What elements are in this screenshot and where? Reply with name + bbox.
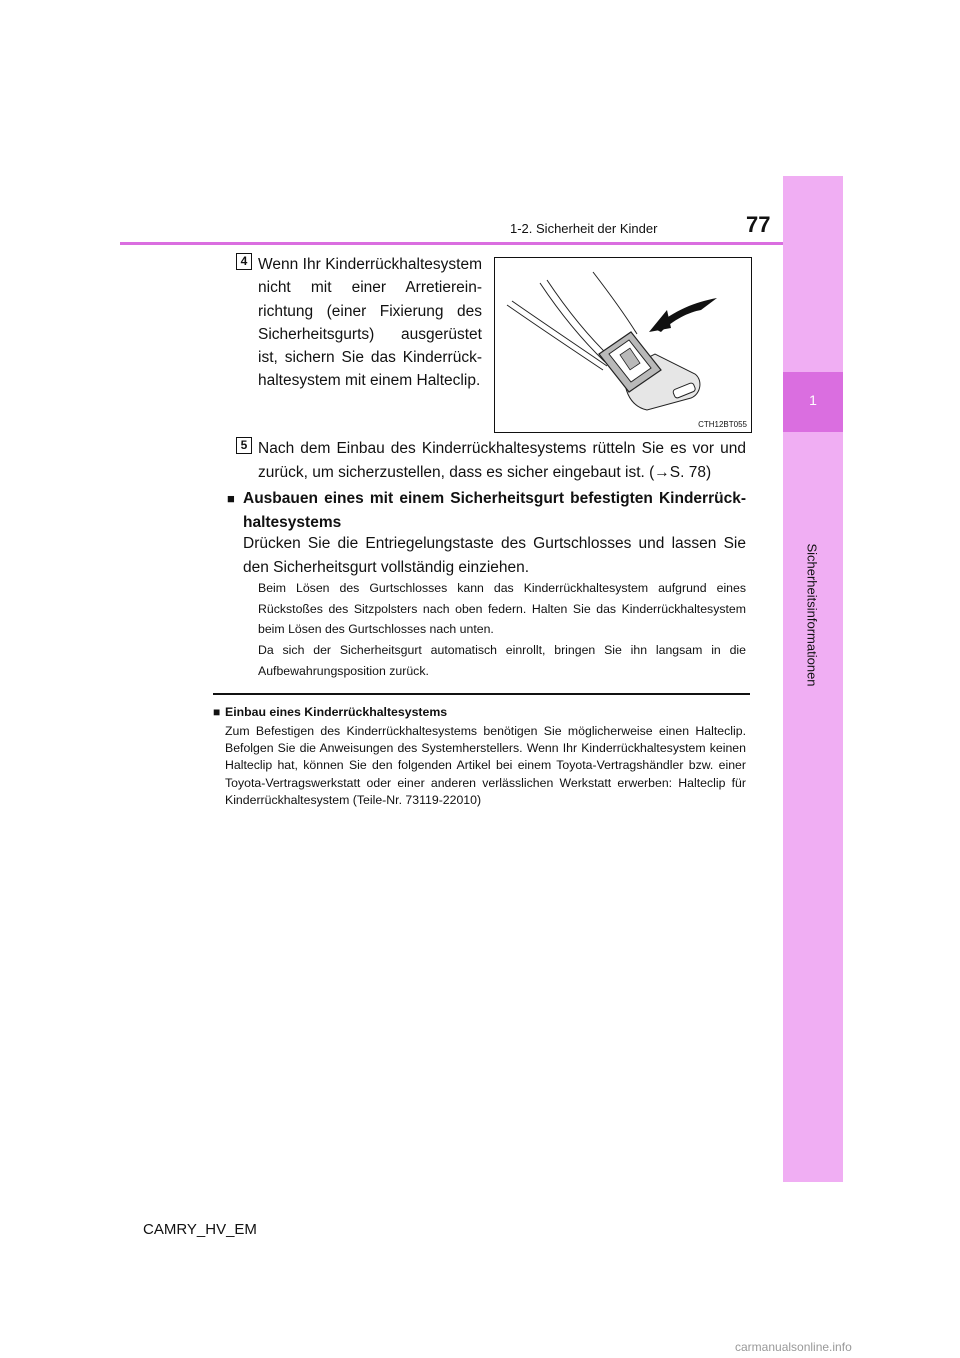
- section-title: 1-2. Sicherheit der Kinder: [510, 221, 658, 236]
- removal-heading: Ausbauen eines mit einem Sicherheitsgurt befestigten Kinderrückhaltesystems: [243, 490, 746, 531]
- removal-bullet: ■: [227, 491, 235, 506]
- figure-code: CTH12BT055: [698, 420, 747, 429]
- model-code: CAMRY_HV_EM: [143, 1221, 257, 1238]
- chapter-number: 1: [809, 392, 817, 408]
- info-bullet: ■: [213, 705, 221, 719]
- info-title: Einbau eines Kinderrückhaltesystems: [225, 705, 448, 719]
- watermark: carmanualsonline.info: [735, 1340, 852, 1354]
- chapter-label: Sicherheitsinformationen: [804, 543, 820, 687]
- step-4-badge: 4: [236, 253, 252, 270]
- step-4-text: Wenn Ihr Kinderrückhaltesystem nicht mit einer Arretiereinrichtung (einer Fixierung des Sicherheitsgurts) ausgerüstet ist, sichern Sie das Kinderrückhaltesystem mit einem Halteclip.: [258, 256, 482, 390]
- seatbelt-clip-illustration: [494, 257, 752, 433]
- section-divider: [213, 693, 750, 695]
- info-text: Zum Befestigen des Kinderrückhaltesystems benötigen Sie möglicherweise einen Halteclip. Befolgen Sie die Anweisungen des Systemherstellers. Wenn Ihr Kinderrückhaltesystem keinen Halteclip hat, können Sie den folgenden Artikel bei einem Toyota-Vertragshändler bzw. einer Toyota-Vertragswerkstatt oder einer anderen verlässlichen Werkstatt erwerben: Halteclip für Kinderrückhaltesystem (Teile-Nr. 73119-22010): [225, 724, 746, 807]
- removal-body: Drücken Sie die Entriegelungstaste des Gurtschlosses und lassen Sie den Sicherheitsgurt vollständig einziehen.: [243, 535, 746, 576]
- chapter-label-wrapper: [797, 543, 827, 687]
- removal-note-1: Beim Lösen des Gurtschlosses kann das Kinderrückhaltesystem aufgrund eines Rückstoßes des Sitzpolsters nach oben federn. Halten Sie das Kinderrückhaltesystem beim Lösen des Gurtschlosses nach unten.: [258, 581, 746, 636]
- locking-clip-drawing: [495, 258, 751, 432]
- page-number: 77: [746, 212, 771, 237]
- removal-note-2: Da sich der Sicherheitsgurt automatisch einrollt, bringen Sie ihn langsam in die Aufbewahrungsposition zurück.: [258, 643, 746, 678]
- header-rule: [120, 242, 783, 245]
- step-5-badge: 5: [236, 437, 252, 454]
- step-5-text: Nach dem Einbau des Kinderrückhaltesystems rütteln Sie es vor und zurück, um sicherzustellen, dass es sicher eingebaut ist. (→S. 78): [258, 440, 746, 481]
